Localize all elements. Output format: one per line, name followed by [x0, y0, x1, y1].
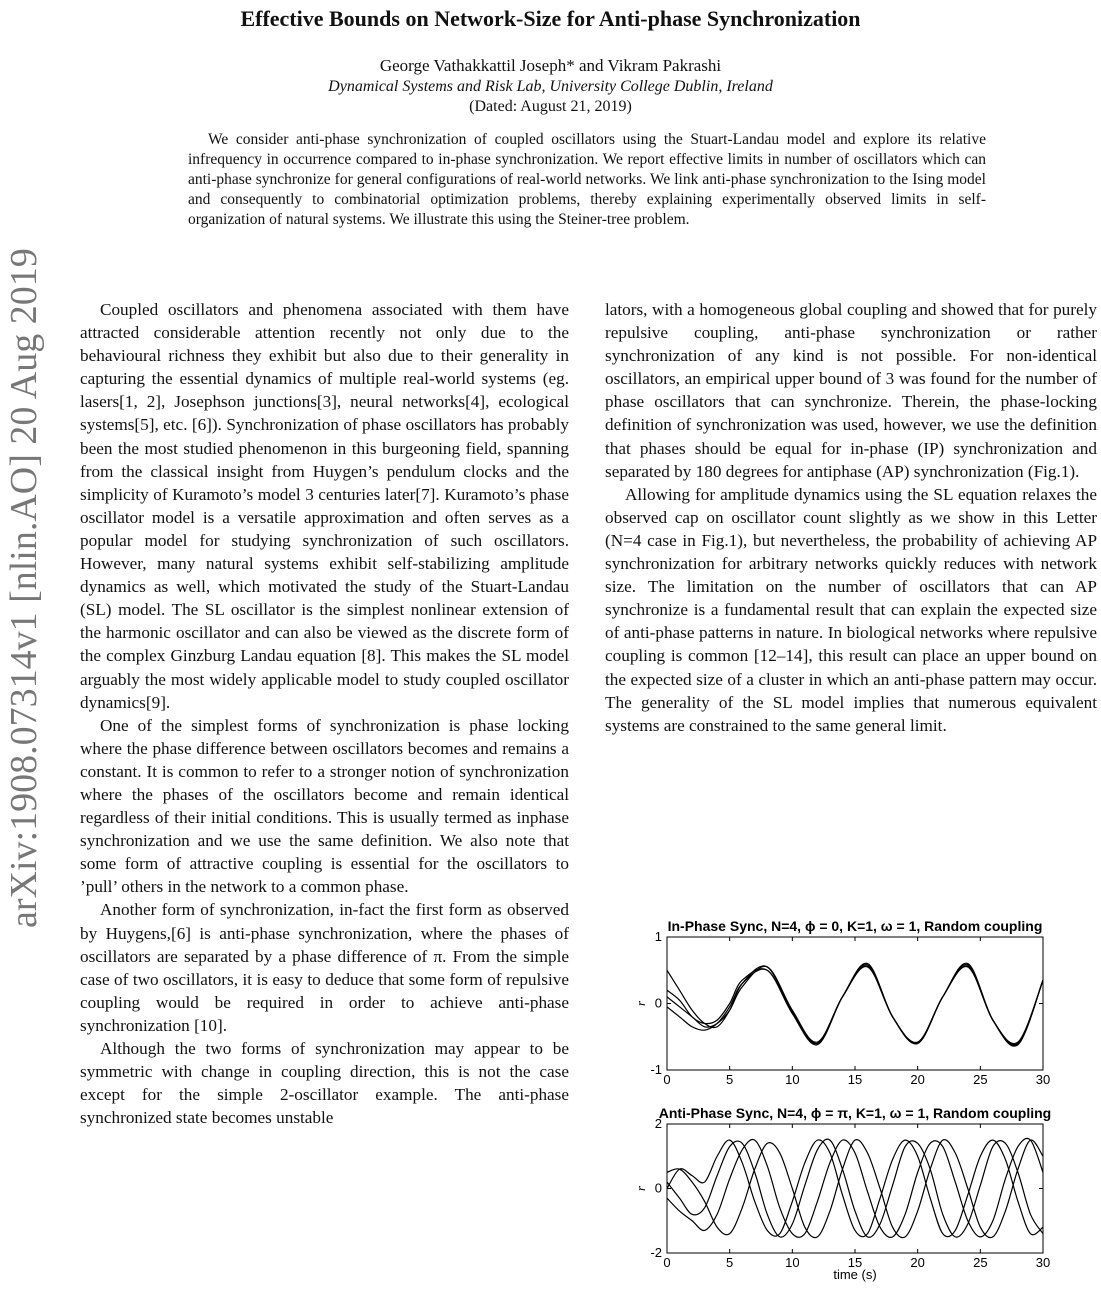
y-tick-label: 0	[654, 995, 662, 1011]
chart-title: Anti-Phase Sync, N=4, ϕ = π, K=1, ω = 1, Random coupling	[658, 1105, 1052, 1121]
x-tick-label: 10	[785, 1255, 800, 1270]
paragraph: lators, with a homogeneous global coupling and showed that for purely repulsive coupling, anti-phase synchronization or rather synchronization of any kind is not possible. For non-identical oscillators, an empirical upper bound of 3 was found for the number of phase oscillators that can synchronize. Therein, the phase-locking definition of synchronization was used, however, we use the definition that phases should be equal for in-phase (IP) synchronization and separated by 180 degrees for antiphase (AP) synchronization (Fig.1).	[605, 300, 1097, 481]
y-tick-label: -2	[650, 1245, 662, 1260]
x-tick-label: 20	[910, 1255, 925, 1270]
y-axis-label: r	[633, 1000, 648, 1007]
x-axis-label: time (s)	[833, 1267, 877, 1282]
paper-date: (Dated: August 21, 2019)	[469, 98, 632, 115]
x-tick-label: 25	[973, 1255, 988, 1270]
paragraph: Another form of synchronization, in-fact the first form as observed by Huygens,[6] is anti-phase synchronization, where the phases of oscillators are separated by a phase difference of π. From the simple case of two oscillators, it is easy to deduce that some form of repulsive coupling would be required in order to achieve anti-phase synchronization [10].	[80, 900, 569, 1035]
x-tick-label: 15	[847, 1255, 863, 1270]
paragraph: Although the two forms of synchronization may appear to be symmetric with change in coupling direction, this is not the case except for the simple 2-oscillator example. The anti-phase synchronized state becomes unstable	[80, 1039, 569, 1128]
x-tick-label: 0	[663, 1255, 671, 1270]
anti-phase-sync-plot	[615, 1095, 1085, 1285]
body-right-column	[605, 298, 1097, 737]
paper-title: Effective Bounds on Network-Size for Anti-phase Synchronization	[240, 6, 861, 31]
paragraph: Coupled oscillators and phenomena associated with them have attracted considerable attention recently not only due to the behavioural richness they exhibit but also due to their generality in capturing the essential dynamics of multiple real-world systems (eg. lasers[1, 2], Josephson junctions[3], neural networks[4], ecological systems[5], etc. [6]). Synchronization of phase oscillators has probably been the most studied phenomenon in this burgeoning field, spanning from the classical insight from Huygen’s pendulum clocks and the simplicity of Kuramoto’s model 3 centuries later[7]. Kuramoto’s phase oscillator model is a versatile approximation and often serves as a popular model for studying synchronization of such oscillators. However, many natural systems exhibit self-stabilizing amplitude dynamics as well, which motivated the study of the Stuart-Landau (SL) model. The SL oscillator is the simplest nonlinear extension of the harmonic oscillator and can also be viewed as the discrete form of the complex Ginzburg Landau equation [8]. This makes the SL model arguably the most widely applicable model to study coupled oscillator dynamics[9].	[80, 300, 569, 712]
x-tick-label: 0	[663, 1072, 671, 1087]
y-axis-label: r	[633, 1185, 648, 1192]
paper-authors: George Vathakkattil Joseph* and Vikram Pakrashi	[379, 56, 722, 75]
y-tick-label: 1	[654, 929, 662, 944]
plot-frame	[667, 937, 1043, 1070]
x-tick-label: 5	[726, 1255, 734, 1270]
y-tick-label: 0	[654, 1180, 662, 1196]
arxiv-identifier: arXiv:1908.07314v1 [nlin.AO] 20 Aug 2019	[3, 248, 45, 928]
paragraph: Allowing for amplitude dynamics using the SL equation relaxes the observed cap on oscillator count slightly as we show in this Letter (N=4 case in Fig.1), but nevertheless, the probability of achieving AP synchronization for arbitrary networks quickly reduces with network size. The limitation on the number of oscillators that can AP synchronize is a fundamental result that can explain the expected size of anti-phase patterns in nature. In biological networks where repulsive coupling is common [12–14], this result can place an upper bound on the expected size of a cluster in which an anti-phase pattern may occur. The generality of the SL model implies that numerous equivalent systems are constrained to the same general limit.	[605, 484, 1097, 735]
x-tick-label: 15	[847, 1072, 863, 1087]
abstract: We consider anti-phase synchronization of coupled oscillators using the Stuart-Landau model and explore its relative infrequency in occurrence compared to in-phase synchronization. We report effective limits in number of oscillators which can anti-phase synchronize for general configurations of real-world networks. We link anti-phase synchronization to the Ising model and consequently to combinatorial optimization problems, thereby explaining experimentally observed limits in self-organization of natural systems. We illustrate this using the Steiner-tree problem.	[188, 131, 986, 228]
y-tick-label: 2	[654, 1116, 662, 1131]
x-tick-label: 25	[973, 1072, 988, 1087]
x-tick-label: 30	[1035, 1072, 1051, 1087]
in-phase-sync-plot	[615, 910, 1085, 1095]
series-line-4	[667, 1138, 1043, 1237]
body-left-column	[80, 298, 569, 1129]
x-tick-label: 5	[726, 1072, 734, 1087]
x-tick-label: 30	[1035, 1255, 1051, 1270]
y-tick-label: -1	[650, 1062, 662, 1077]
paper-affiliation: Dynamical Systems and Risk Lab, University College Dublin, Ireland	[328, 78, 773, 95]
chart-title: In-Phase Sync, N=4, ϕ = 0, K=1, ω = 1, Random coupling	[667, 918, 1043, 934]
x-tick-label: 10	[785, 1072, 800, 1087]
x-tick-label: 20	[910, 1072, 925, 1087]
paragraph: One of the simplest forms of synchronization is phase locking where the phase difference between oscillators becomes and remains a constant. It is common to refer to a stronger notion of synchronization where the phases of the oscillators become and remain identical regardless of their initial conditions. This is usually termed as inphase synchronization and we use the same definition. We also note that some form of attractive coupling is essential for the oscillators to ’pull’ others in the network to a common phase.	[80, 715, 569, 897]
